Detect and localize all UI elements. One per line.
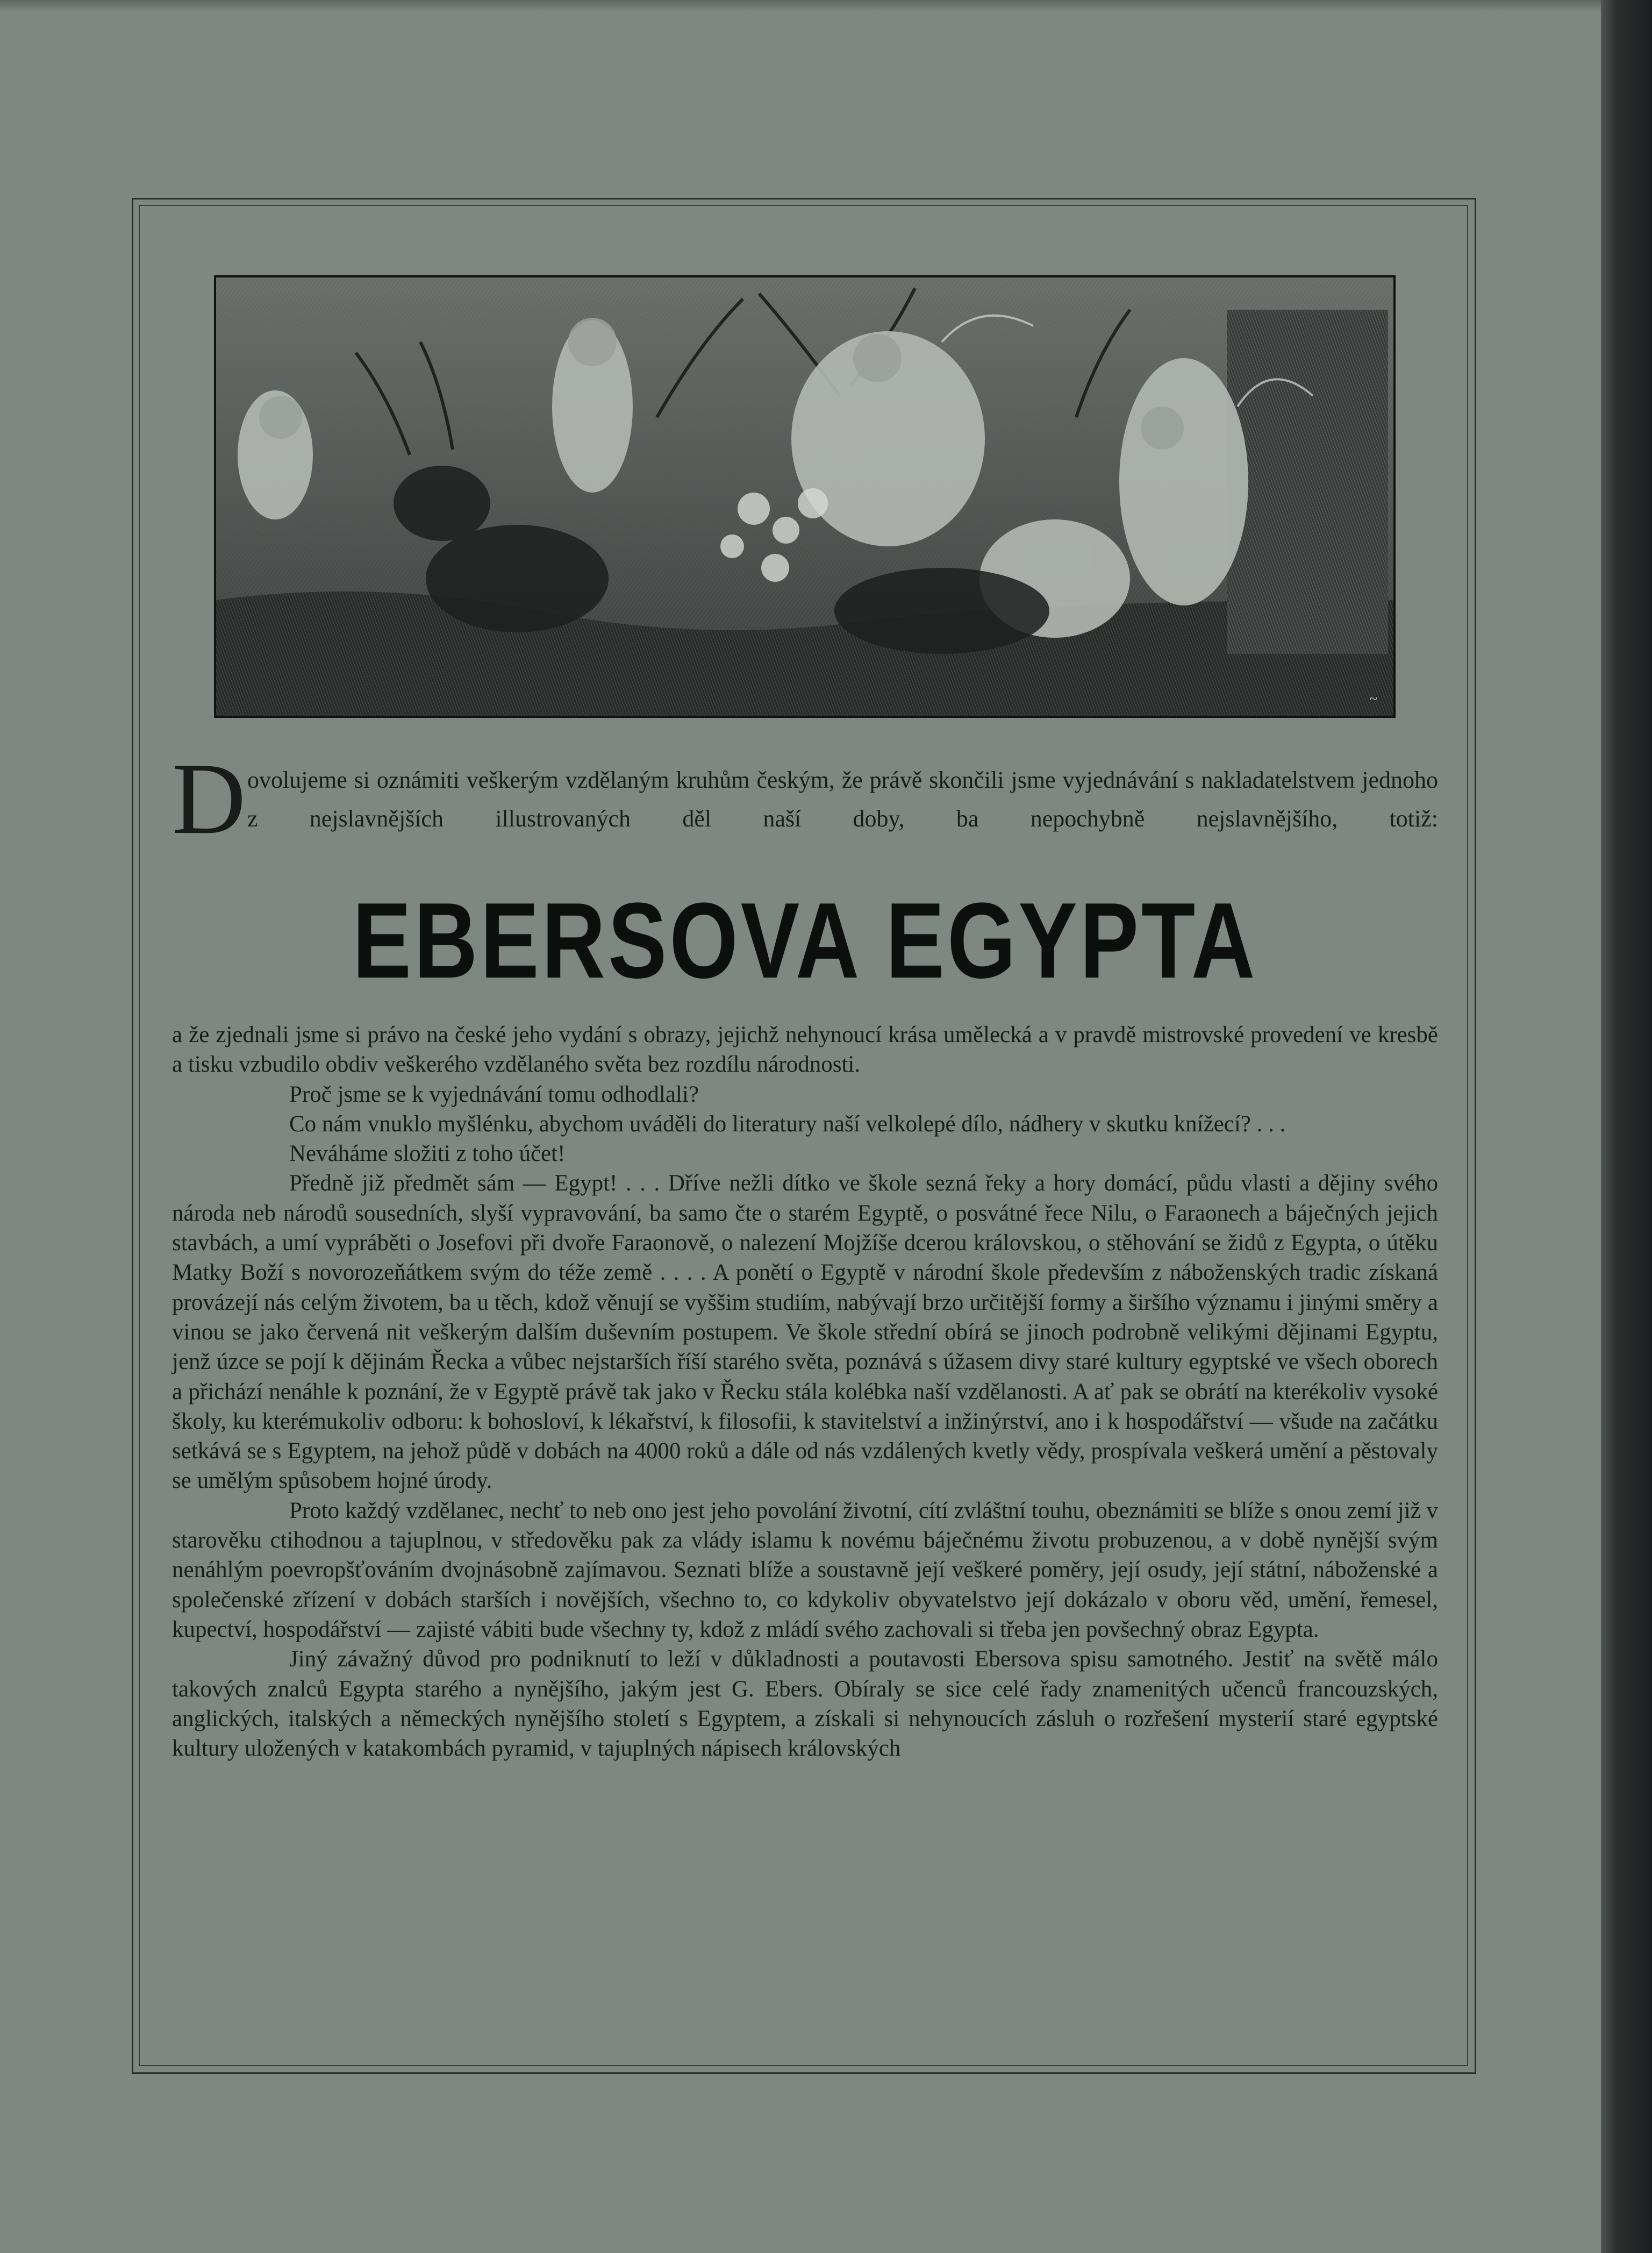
body-text — [172, 1020, 1438, 1763]
paragraph-4: Neváháme složiti z toho účet! — [289, 1141, 566, 1167]
book-binding — [1601, 0, 1652, 2253]
egyptian-scene-engraving — [214, 275, 1396, 718]
drop-cap-letter: D — [172, 743, 246, 855]
paragraph-3: Co nám vnuklo myšlénku, abychom uváděli do literatury naší velkolepé dílo, nádhery v skutku knížecí? . . . — [289, 1111, 1286, 1137]
paragraph-7: Jiný závažný důvod pro podniknutí to leží v důkladnosti a poutavosti Ebersova spisu samotného. Jestiť na světě málo takových znalců Egypta starého a nynějšího, jakým jest G. Ebers. Obíraly se sice celé řady znamenitých učenců francouzských, anglických, italských a německých nynějšího století s Egyptem, a získali si nehynoucích zásluh o rozřešení mysterií staré egyptské kultury uložených v katakombách pyramid, v tajuplných nápisech královských — [172, 1646, 1438, 1762]
engraving-illustration — [216, 277, 1393, 716]
paragraph-5: Předně již předmět sám — Egypt! . . . Dříve nežli dítko ve škole sezná řeky a hory domácí, půdu vlasti a dějiny svého národa neb národů sousedních, slyší vypravování, ba samo čte o starém Egyptě, o posvátné řece Nilu, o Faraonech a báječných jejich stavbách, a umí vypráběti o Josefovi při dvoře Faraonově, o nalezení Mojžíše dcerou královskou, o stěhování se židů z Egypta, o útěku Matky Boží s novorozeňátkem svým do téže země . . . . A ponětí o Egyptě v národní škole především z náboženských tradic získaná provázejí nás celým životem, ba u těch, kdož věnují se vyššim studiím, nabývají brzo určitější formy a širšího významu i jinými směry a vinou se jako červená nit veškerým dalším duševním postupem. Ve škole střední obírá se jinoch podrobně velikými dějinami Egyptu, jenž úzce se pojí k dějinám Řecka a vůbec nejstarších říší starého světa, poznává s úžasem divy staré kultury egyptské ve všech oborech a přichází nenáhle k poznání, že v Egyptě právě tak jako v Řecku stála kolébka naší vzdělanosti. A ať pak se obrátí na kterékoliv vysoké školy, ku kterémukoliv odboru: k bohosloví, k lékařství, k filosofii, k stavitelství a inžinýrství, ano i k hospodářství — všude na začátku setkává se s Egyptem, na jehož půdě v dobách na 4000 roků a dále od nás vzdálených kvetly vědy, prospívala veškerá umění a pěstovaly se umělým spůsobem hojné úrody. — [172, 1171, 1438, 1494]
paragraph-2: Proč jsme se k vyjednávání tomu odhodlali? — [289, 1081, 699, 1107]
paragraph-6: Proto každý vzdělanec, nechť to neb ono jest jeho povolání životní, cítí zvláštní touhu, obeznámiti se blíže s onou zemí již v starověku ctihodnou a tajuplnou, v středověku pak za vlády islamu k novému báječnému životu probuzenou, a v době nynější svým nenáhlým poevropšťováním dvojnásobně zajímavou. Seznati blíže a soustavně její veškeré poměry, její osudy, její státní, náboženské a společenské zřízení v dobách starších i novějších, všechno to, co kdykoliv obyvatelstvo její dokázalo v oboru věd, umění, řemesel, kupectví, hospodářství — zajisté vábiti bude všechny ty, kdož z mládí svého zachovali si třeba jen povšechný obraz Egypta. — [172, 1498, 1438, 1642]
intro-paragraph — [172, 743, 1438, 855]
page-top-edge — [0, 0, 1602, 12]
intro-text: ovolujeme si oznámiti veškerým vzdělaným kruhům českým, že právě skončili jsme vyjednávání s nakladatelstvem jednoho z nejslavnějších illustrovaných děl naší doby, ba nepochybně nejslavnějšího, totiž: — [247, 767, 1438, 832]
artist-signature: ~ — [1369, 691, 1377, 708]
headline-title: EBERSOVA EGYPTA — [352, 881, 1258, 1001]
paragraph-1: a že zjednali jsme si právo na české jeho vydání s obrazy, jejichž nehynoucí krása umělecká a v pravdě mistrovské provedení ve kresbě a tisku vzbudilo obdiv veškerého vzdělaného světa bez rozdílu národnosti. — [172, 1022, 1438, 1078]
